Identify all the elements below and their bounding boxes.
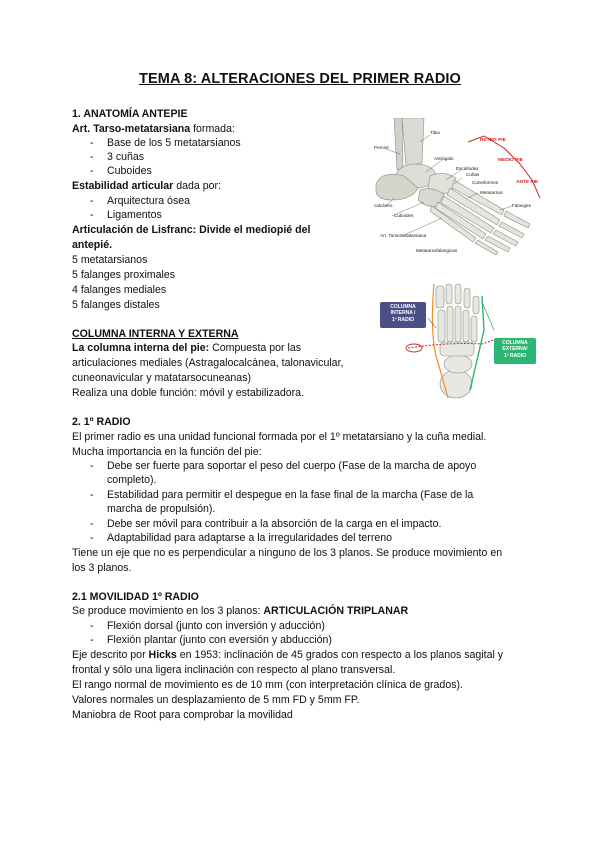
- art-tarso-rest: formada:: [190, 123, 235, 135]
- count-line: 5 falanges distales: [72, 299, 160, 311]
- list-item: Arquitectura ósea: [107, 195, 191, 207]
- box-line: EXTERNA/: [502, 346, 528, 353]
- list-item-continuation: completo).: [107, 474, 157, 486]
- bullet-marker: -: [90, 620, 94, 632]
- bullet-marker: -: [90, 151, 94, 163]
- box-line: 1º RADIO: [391, 316, 415, 323]
- figure-label: Falanges: [512, 203, 531, 208]
- bullet-marker: -: [90, 165, 94, 177]
- figure-label: Metatarsofalangicas: [416, 248, 458, 253]
- bullet-marker: -: [90, 518, 94, 530]
- movilidad-line-5: Valores normales un desplazamiento de 5 mm FD y 5mm FP.: [72, 694, 360, 706]
- columna-line-4: Realiza una doble función: móvil y estabilizadora.: [72, 387, 305, 399]
- figure-label: Metatarsos: [480, 190, 503, 195]
- hicks-post: en 1953: inclinación de 45 grados con respecto a los planos sagital y: [176, 649, 504, 661]
- columna-rest: Compuesta por las: [209, 342, 302, 354]
- triplanar-term: ARTICULACIÓN TRIPLANAR: [263, 605, 409, 617]
- bullet-marker: -: [90, 460, 94, 472]
- lisfranc-line-2: antepié.: [72, 239, 113, 251]
- bullet-marker: -: [90, 532, 94, 544]
- list-item: Cuboides: [107, 165, 152, 177]
- columna-line-2: articulaciones mediales (Astragalocalcánea, talonavicular,: [72, 357, 344, 369]
- list-item: Estabilidad para permitir el despegue en la fase final de la marcha (Fase de la: [107, 489, 474, 501]
- section-heading-anatomia: 1. ANATOMÍA ANTEPIE: [72, 108, 188, 120]
- box-line: COLUMNA: [390, 304, 416, 310]
- list-item: Ligamentos: [107, 209, 162, 221]
- figure-label: Tibia: [430, 130, 440, 135]
- list-item-continuation: marcha de propulsión).: [107, 503, 216, 515]
- movilidad-line-6: Maniobra de Root para comprobar la movilidad: [72, 709, 293, 721]
- zone-label-mediopie: MEDIO PIE: [498, 158, 523, 163]
- list-item: Flexión dorsal (junto con inversión y aducción): [107, 620, 325, 632]
- figure-label: Escafoides: [456, 166, 479, 171]
- figure-label: Peroné: [374, 145, 389, 150]
- zone-label-antepie: ANTE PIE: [516, 180, 539, 185]
- zone-label-retropie: RETRO PIE: [480, 138, 506, 143]
- figure-label: Cuneiformes: [472, 180, 499, 185]
- radio-paragraph-2: Mucha importancia en la función del pie:: [72, 446, 262, 458]
- hicks-line: [72, 648, 503, 662]
- box-line: INTERNA /: [390, 310, 416, 317]
- columna-line-3: cuneonavicular y matatarsocuneanas): [72, 372, 252, 384]
- figure-label: Astrágalo: [434, 156, 454, 161]
- count-line: 5 metatarsianos: [72, 254, 148, 266]
- art-tarso-term: Art. Tarso-metatarsiana: [72, 123, 191, 135]
- list-item: Base de los 5 metatarsianos: [107, 137, 241, 149]
- section-heading-movilidad: 2.1 MOVILIDAD 1º RADIO: [72, 591, 199, 603]
- list-item: 3 cuñas: [107, 151, 145, 163]
- lisfranc-line-1: Articulación de Lisfranc: Divide el mediopié del: [72, 224, 311, 236]
- foot-columns-figure: [378, 280, 546, 404]
- estabilidad-line: [72, 179, 221, 193]
- columna-externa-box: [494, 338, 536, 364]
- bullet-marker: -: [90, 489, 94, 501]
- figure-label: Cuñas: [466, 172, 480, 177]
- list-item: Adaptabilidad para adaptarse a la irregularidades del terreno: [107, 532, 393, 544]
- section-heading-columna: COLUMNA INTERNA Y EXTERNA: [72, 328, 239, 340]
- hicks-pre: Eje descrito por: [72, 649, 149, 661]
- foot-skeleton-figure: [372, 118, 552, 258]
- movilidad-line-1-text: Se produce movimiento en los 3 planos:: [72, 605, 264, 617]
- figure-label: calcáneo: [374, 203, 393, 208]
- box-line: COLUMNA: [502, 340, 528, 346]
- radio-paragraph-3b: los 3 planos.: [72, 562, 132, 574]
- figure-label: Art. Tarsometatarsiana: [380, 233, 427, 238]
- columna-interna-box: [380, 302, 426, 328]
- figure-label: Cuboides: [394, 213, 414, 218]
- art-tarso-line: [72, 122, 235, 136]
- columna-term: La columna interna del pie:: [72, 342, 210, 354]
- estabilidad-rest: dada por:: [173, 180, 221, 192]
- bullet-marker: -: [90, 209, 94, 221]
- count-line: 5 falanges proximales: [72, 269, 176, 281]
- hicks-term: Hicks: [148, 649, 177, 661]
- section-heading-radio: 2. 1º RADIO: [72, 416, 131, 428]
- list-item: Flexión plantar (junto con eversión y abducción): [107, 634, 332, 646]
- estabilidad-term: Estabilidad articular: [72, 180, 174, 192]
- list-item: Debe ser fuerte para soportar el peso del cuerpo (Fase de la marcha de apoyo: [107, 460, 477, 472]
- radio-paragraph-1: El primer radio es una unidad funcional formada por el 1º metatarsiano y la cuña medial.: [72, 431, 487, 443]
- movilidad-line-4: El rango normal de movimiento es de 10 mm (con interpretación clínica de grados).: [72, 679, 463, 691]
- bullet-marker: -: [90, 137, 94, 149]
- count-line: 4 falanges mediales: [72, 284, 167, 296]
- list-item: Debe ser móvil para contribuir a la absorción de la carga en el impacto.: [107, 518, 442, 530]
- bullet-marker: -: [90, 634, 94, 646]
- page-title: TEMA 8: ALTERACIONES DEL PRIMER RADIO: [139, 71, 461, 87]
- radio-paragraph-3a: Tiene un eje que no es perpendicular a ninguno de los 3 planos. Se produce movimiento en: [72, 547, 503, 559]
- bullet-marker: -: [90, 195, 94, 207]
- box-line: 1º RADIO: [503, 352, 527, 359]
- movilidad-line-3: frontal y sólo una ligera inclinación con respecto al plano transversal.: [72, 664, 396, 676]
- movilidad-line-1: [72, 604, 408, 618]
- columna-line-1: [72, 341, 301, 355]
